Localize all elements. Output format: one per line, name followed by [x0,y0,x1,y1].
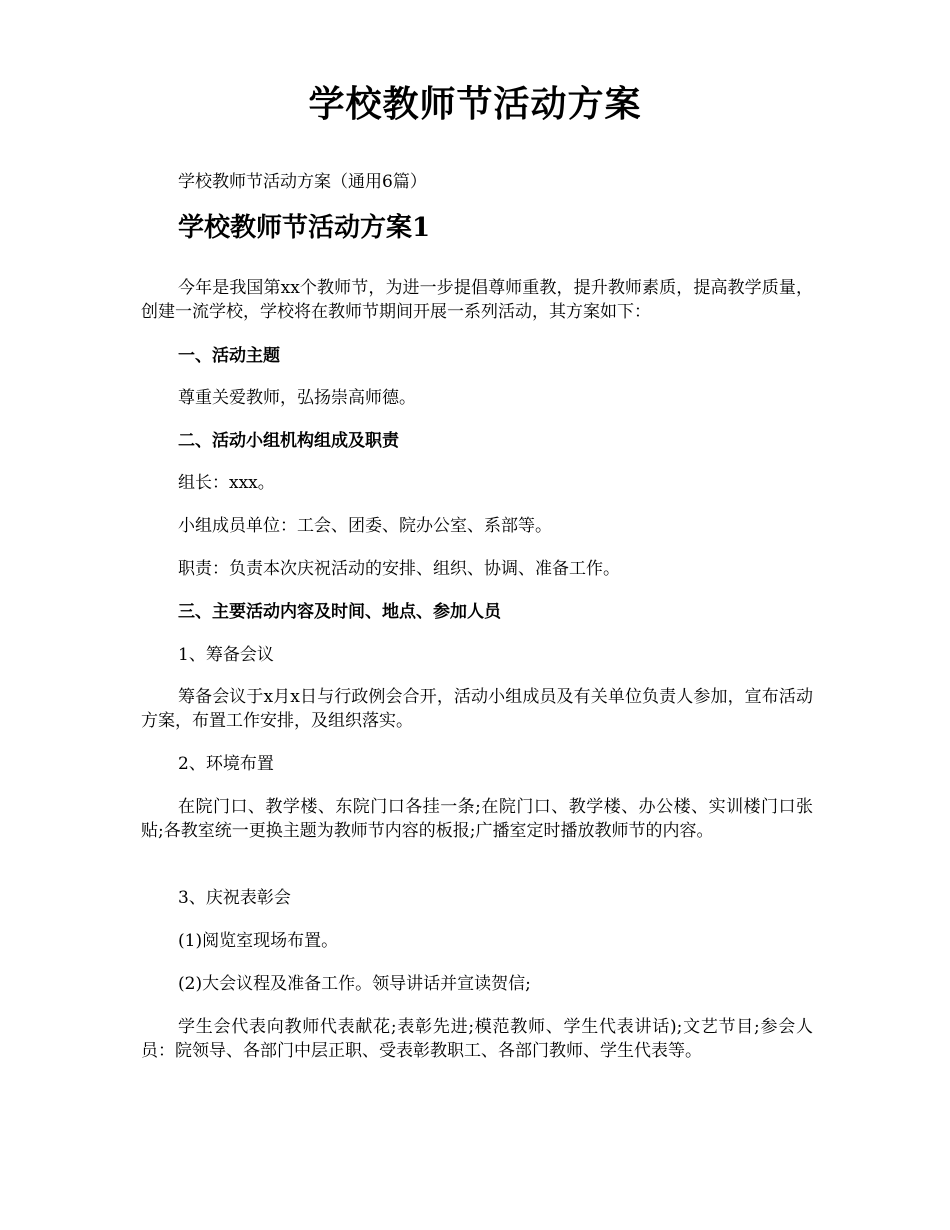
item-2-text: 在院门口、教学楼、东院门口各挂一条;在院门口、教学楼、办公楼、实训楼门口张贴;各教室统一更换主题为教师节内容的板报;广播室定时播放教师节的内容。 [141,797,813,841]
heading-activity-group: 二、活动小组机构组成及职责 [178,431,399,451]
item-3-title: 3、庆祝表彰会 [178,888,291,908]
theme-text: 尊重关爱教师，弘扬崇高师德。 [178,388,416,408]
item-2-title: 2、环境布置 [178,754,274,774]
item-1-title: 1、筹备会议 [178,645,274,665]
intro-paragraph: 今年是我国第xx个教师节，为进一步提倡尊师重教，提升教师素质，提高教学质量，创建一流学校，学校将在教师节期间开展一系列活动，其方案如下： [141,278,813,322]
item-3-sub-2: (2)大会议程及准备工作。领导讲话并宣读贺信; [178,974,531,994]
group-leader: 组长：xxx。 [178,473,275,493]
document-title: 学校教师节活动方案 [308,83,642,125]
item-3-text: 学生会代表向教师代表献花;表彰先进;模范教师、学生代表讲话);文艺节目;参会人员：院领导、各部门中层正职、受表彰教职工、各部门教师、学生代表等。 [141,1017,813,1061]
document-subtitle: 学校教师节活动方案（通用6篇） [178,172,427,192]
group-members: 小组成员单位：工会、团委、院办公室、系部等。 [178,516,552,536]
section-heading: 学校教师节活动方案1 [178,213,431,243]
heading-activity-theme: 一、活动主题 [178,346,280,366]
heading-main-activities: 三、主要活动内容及时间、地点、参加人员 [178,602,501,622]
item-3-sub-1: (1)阅览室现场布置。 [178,931,339,951]
group-duty: 职责：负责本次庆祝活动的安排、组织、协调、准备工作。 [178,559,620,579]
item-1-text: 筹备会议于x月x日与行政例会合开，活动小组成员及有关单位负责人参加，宣布活动方案，布置工作安排，及组织落实。 [141,687,813,731]
